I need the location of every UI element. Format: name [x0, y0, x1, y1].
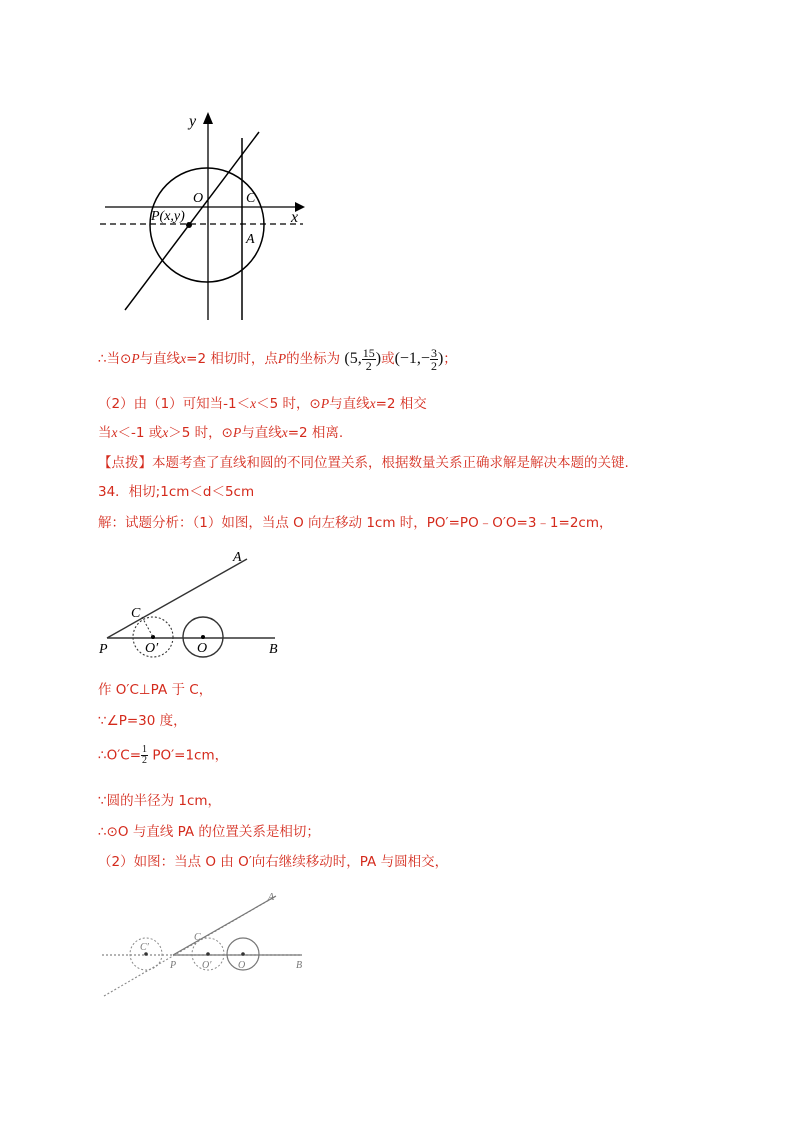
- figure-coordinate-circle: [95, 110, 320, 330]
- question-34-answer: 34．相切;1cm＜d＜5cm: [98, 484, 255, 500]
- var-x: x: [281, 425, 288, 440]
- coord-1: [344, 346, 382, 373]
- text-segment: ): [375, 350, 382, 368]
- point-label-B: B: [269, 642, 278, 657]
- point-label-B: B: [296, 960, 303, 971]
- text-segment: =2 相交: [375, 396, 427, 412]
- point-label-C: C: [131, 606, 141, 621]
- answer-line-2: [98, 395, 427, 413]
- text-segment: ；: [443, 351, 457, 368]
- point-label-O: O: [197, 641, 208, 656]
- point-label-C: C: [246, 191, 256, 206]
- solution-intro: 解：试题分析：（1）如图，当点 O 向左移动 1cm 时，PO′=PO﹣O′O=3﹣1=2cm，: [98, 515, 613, 531]
- text-segment: ＜-1 或: [117, 425, 163, 441]
- point-label-P: P: [99, 642, 108, 657]
- text-segment: =2 相切时，点: [186, 351, 278, 368]
- var-P: P: [320, 396, 330, 411]
- fraction-denominator: 2: [142, 755, 148, 766]
- fraction-3-2: [430, 347, 438, 372]
- text-segment: ∴当⊙: [98, 351, 132, 368]
- text-segment: 与直线: [241, 425, 282, 441]
- text-segment: =2 相离.: [287, 425, 344, 441]
- step-part-2: （2）如图：当点 O 由 O′向右继续移动时，PA 与圆相交，: [98, 854, 449, 870]
- coord-2: [394, 346, 444, 373]
- answer-line-1: [98, 347, 457, 372]
- axis-label-y: y: [189, 113, 197, 130]
- point-label-O: O: [193, 191, 204, 206]
- text-segment: ＞5 时，⊙: [168, 425, 233, 441]
- fraction-denominator: 2: [365, 359, 372, 373]
- point-label-O: O: [238, 960, 246, 971]
- figure-angle-circles-1: [95, 545, 295, 660]
- step-angle: ∵∠P=30 度，: [98, 713, 187, 729]
- var-x: x: [180, 351, 187, 367]
- point-label-A: A: [268, 892, 275, 903]
- text-segment: 与直线: [139, 351, 181, 368]
- point-label-P: P: [170, 960, 177, 971]
- var-x: x: [250, 396, 257, 411]
- var-x: x: [111, 425, 118, 440]
- text-segment: PO′=1cm，: [152, 747, 229, 764]
- text-segment: 与直线: [329, 396, 370, 412]
- text-segment: ): [437, 350, 444, 368]
- point-label-A: A: [233, 550, 242, 565]
- fraction-numerator: 15: [362, 346, 375, 360]
- hint-line: 【点拨】本题考查了直线和圆的不同位置关系，根据数量关系正确求解是解决本题的关键.: [98, 455, 629, 471]
- var-P: P: [232, 425, 242, 440]
- fraction-1-2: [141, 745, 148, 766]
- figure-angle-circles-2: [98, 888, 308, 1000]
- var-x: x: [162, 425, 169, 440]
- text-segment: （2）由（1）可知当-1＜: [98, 396, 251, 412]
- point-label-O-prime: O′: [202, 960, 212, 971]
- point-label-C: C: [194, 932, 201, 943]
- step-distance: [98, 745, 228, 766]
- text-segment: 当: [98, 425, 112, 441]
- point-label-C-prime: C′: [140, 942, 149, 953]
- text-segment: ∴O′C=: [98, 747, 142, 764]
- point-label-P: P(x,y): [151, 209, 185, 224]
- text-segment: (5,: [344, 350, 362, 368]
- text-segment: ＜5 时，⊙: [256, 396, 321, 412]
- var-P: P: [277, 351, 287, 367]
- text-segment: 的坐标为: [286, 351, 341, 368]
- fraction-15-2: [362, 347, 376, 372]
- text-segment: 或: [381, 351, 395, 368]
- fraction-denominator: 2: [430, 359, 437, 373]
- answer-line-3: [98, 424, 343, 442]
- point-label-A: A: [246, 232, 255, 247]
- fraction-numerator: 3: [430, 346, 437, 360]
- fraction-numerator: 1: [142, 744, 148, 755]
- point-label-O-prime: O′: [145, 641, 159, 656]
- text-segment: (−1,−: [394, 350, 430, 368]
- step-perpendicular: 作 O′C⊥PA 于 C，: [98, 682, 213, 698]
- var-P: P: [131, 351, 140, 367]
- var-x: x: [369, 396, 376, 411]
- step-radius: ∵圆的半径为 1cm，: [98, 793, 222, 809]
- axis-label-x: x: [291, 209, 299, 226]
- step-conclusion-1: ∴⊙O 与直线 PA 的位置关系是相切；: [98, 824, 320, 840]
